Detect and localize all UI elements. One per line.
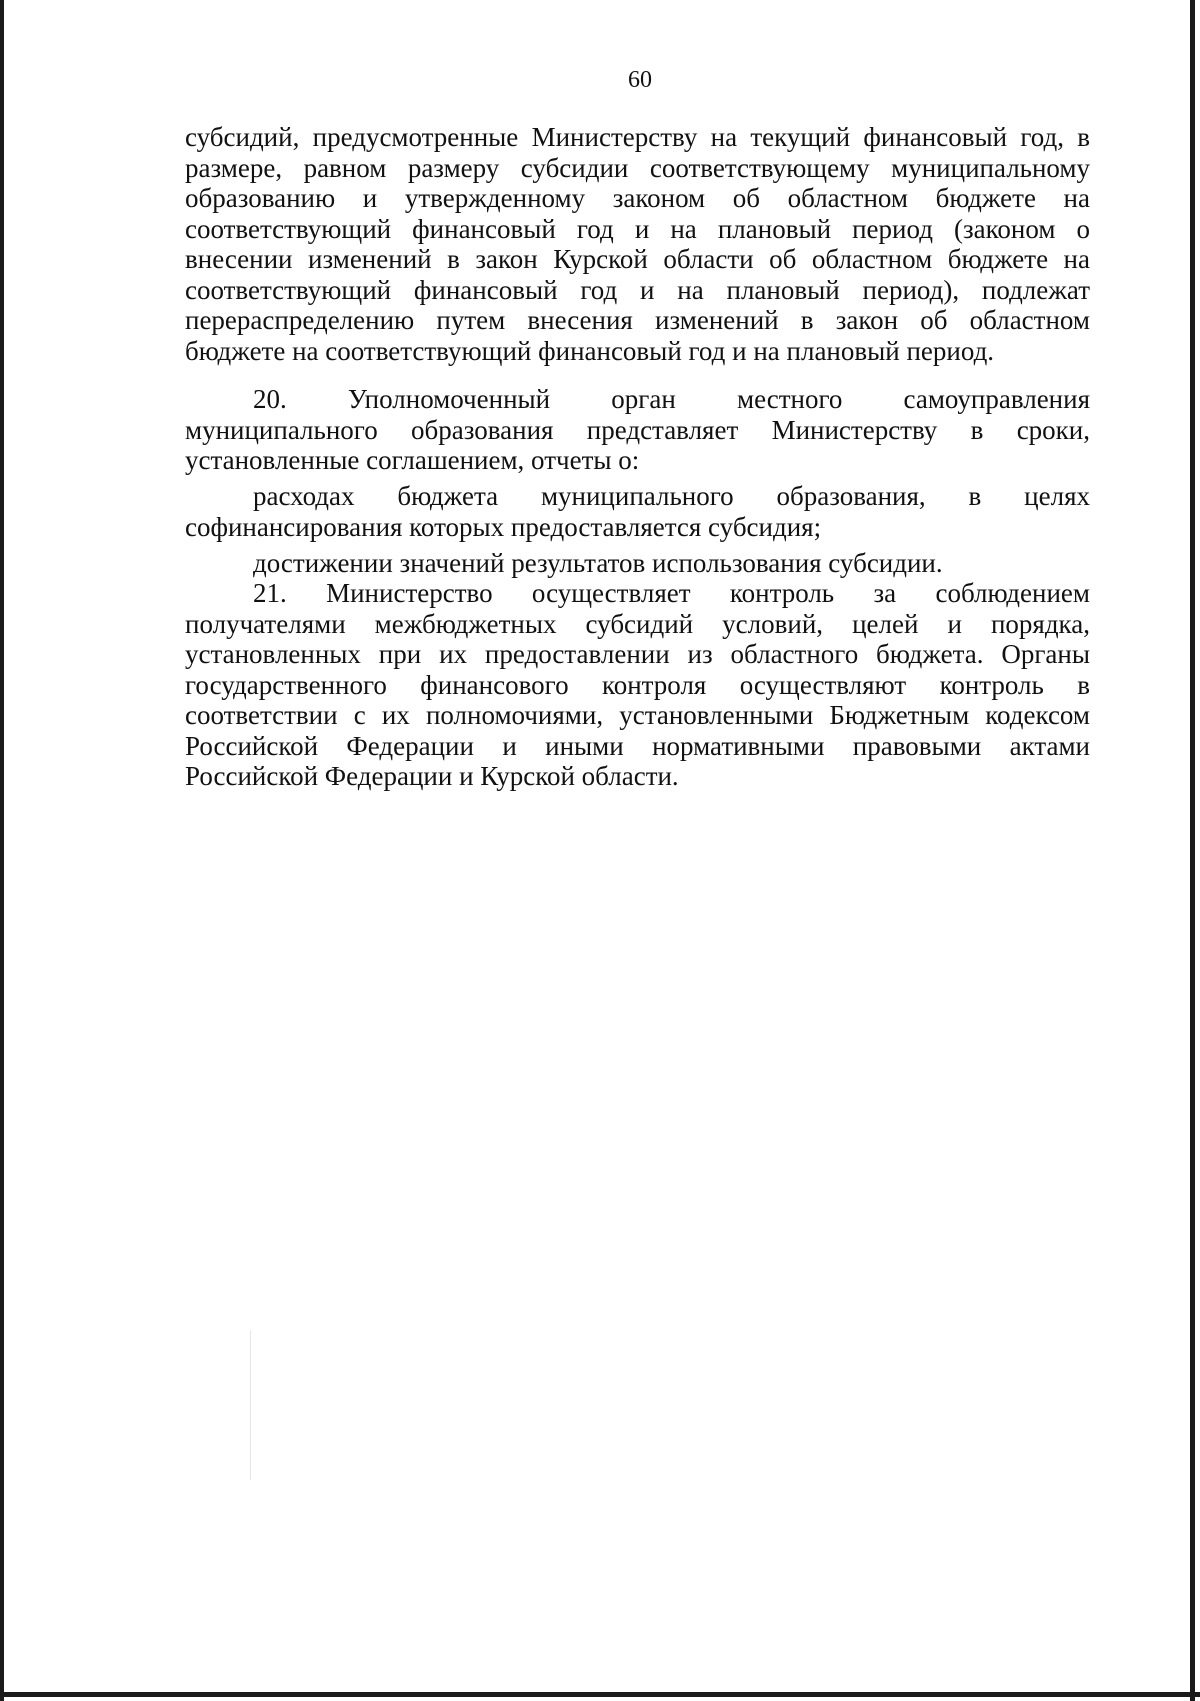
- paragraph-continuation: [185, 122, 1090, 366]
- text-line: софинансирования которых предоставляется субсидия;: [185, 511, 822, 542]
- text-line: Российской Федерации и иными нормативными правовыми актами: [185, 730, 1090, 761]
- text-line: образованию и утвержденному законом об областном бюджете на: [185, 183, 1090, 213]
- text-line: 20. Уполномоченный орган местного самоуправления: [253, 384, 1090, 414]
- paragraph-21: [185, 578, 1090, 792]
- text-line: перераспределению путем внесения изменений в закон об областном: [185, 305, 1090, 335]
- text-line: соответствующий финансовый год и на плановый период (законом о: [185, 213, 1090, 244]
- text-line: достижении значений результатов использования субсидии.: [253, 548, 943, 578]
- scan-border-left: [0, 0, 4, 1701]
- text-line: соответствующий финансовый год и на плановый период), подлежат: [185, 274, 1090, 305]
- text-line: 21. Министерство осуществляет контроль за соблюдением: [253, 578, 1090, 608]
- paragraph-20: [185, 384, 1090, 476]
- text-line: получателями межбюджетных субсидий условий, целей и порядка,: [185, 608, 1090, 639]
- text-line: муниципального образования представляет Министерству в сроки,: [185, 414, 1090, 445]
- text-line: соответствии с их полномочиями, установленными Бюджетным кодексом: [185, 700, 1090, 730]
- page-number: 60: [628, 67, 652, 93]
- scan-border-right: [1190, 0, 1195, 1701]
- text-line: внесении изменений в закон Курской области об областном бюджете на: [185, 244, 1090, 274]
- text-line: установленные соглашением, отчеты о:: [185, 445, 640, 475]
- text-line: расходах бюджета муниципального образования, в целях: [253, 481, 1090, 511]
- text-line: бюджете на соответствующий финансовый год и на плановый период.: [185, 335, 995, 366]
- text-line: государственного финансового контроля осуществляют контроль в: [185, 669, 1090, 700]
- text-line: установленных при их предоставлении из областного бюджета. Органы: [185, 639, 1090, 669]
- paragraph-results: [185, 548, 1090, 579]
- text-line: Российской Федерации и Курской области.: [185, 761, 679, 791]
- paragraph-expenses: [185, 481, 1090, 542]
- scan-artifact-line: [250, 1330, 251, 1480]
- text-line: субсидий, предусмотренные Министерству на текущий финансовый год, в: [185, 122, 1090, 152]
- scan-border-bottom: [0, 1692, 1200, 1697]
- text-line: размере, равном размеру субсидии соответствующему муниципальному: [185, 152, 1090, 183]
